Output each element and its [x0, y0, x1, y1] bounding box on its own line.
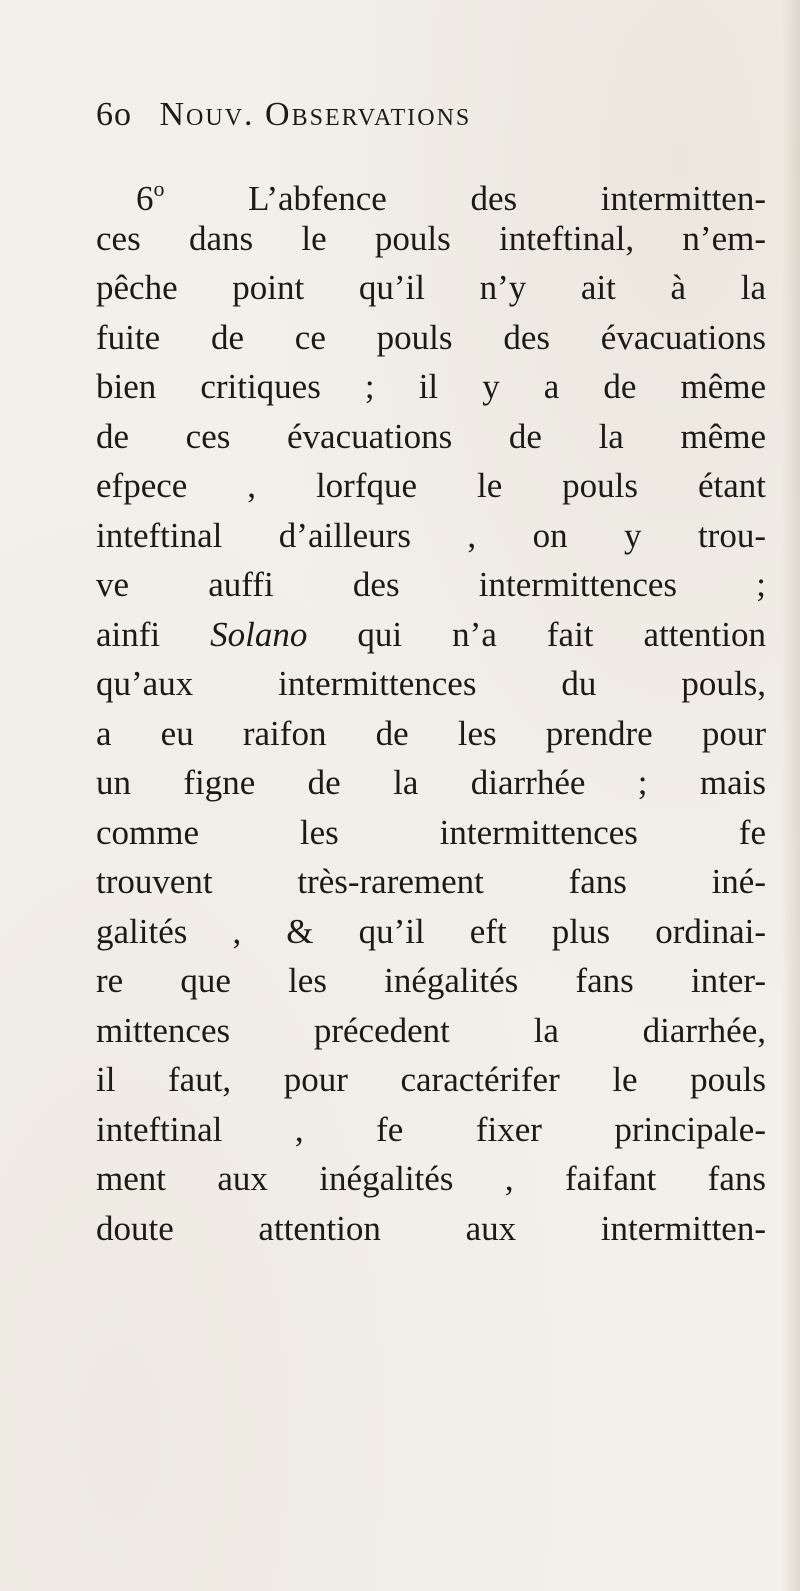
text-line-12: a eu raifon de les prendre pour — [96, 713, 766, 753]
text-line-1 — [96, 164, 766, 218]
text-line-1-content: L’abfence des intermitten- — [164, 179, 766, 218]
text-line-13: un figne de la diarrhée ; mais — [96, 763, 766, 802]
text-line-16: galités , & qu’il eft plus ordinai- — [96, 911, 766, 951]
page-edge-shadow — [782, 0, 800, 1591]
text-line-5: bien critiques ; il y a de même — [96, 367, 766, 406]
text-line-9: ve auffi des intermittences ; — [96, 565, 766, 604]
author-name-italic: Solano — [210, 614, 308, 654]
text-line-2: ces dans le pouls inteftinal, n’em- — [96, 218, 766, 258]
text-line-11: qu’aux intermittences du pouls, — [96, 664, 766, 703]
text-line-10 — [96, 610, 766, 660]
text-line-7: efpece , lorfque le pouls étant — [96, 466, 766, 505]
body-text — [96, 164, 766, 1253]
text-line-8: inteftinal d’ailleurs , on y trou- — [96, 515, 766, 555]
running-title: Nouv. Observations — [159, 96, 472, 133]
section-number: 6 — [136, 179, 154, 218]
text-line-10-start: ainfi — [96, 614, 211, 654]
text-line-15: trouvent très-rarement fans iné- — [96, 862, 766, 901]
text-line-18: mittences précedent la diarrhée, — [96, 1010, 766, 1050]
section-number-superscript: o — [153, 176, 165, 201]
text-line-17: re que les inégalités fans inter- — [96, 961, 766, 1000]
text-line-4: fuite de ce pouls des évacuations — [96, 317, 766, 357]
text-line-10-rest: qui n’a fait attention — [307, 614, 766, 654]
text-line-3: pêche point qu’il n’y ait à la — [96, 268, 766, 307]
text-line-20: inteftinal , fe fixer principale- — [96, 1109, 766, 1149]
text-line-22: doute attention aux intermitten- — [96, 1208, 766, 1248]
text-line-21: ment aux inégalités , faifant fans — [96, 1159, 766, 1198]
running-head — [96, 96, 696, 156]
text-line-6: de ces évacuations de la même — [96, 416, 766, 456]
text-line-14: comme les intermittences fe — [96, 812, 766, 852]
text-line-19: il faut, pour caractérifer le pouls — [96, 1060, 766, 1099]
page-number: 6o — [96, 96, 132, 133]
